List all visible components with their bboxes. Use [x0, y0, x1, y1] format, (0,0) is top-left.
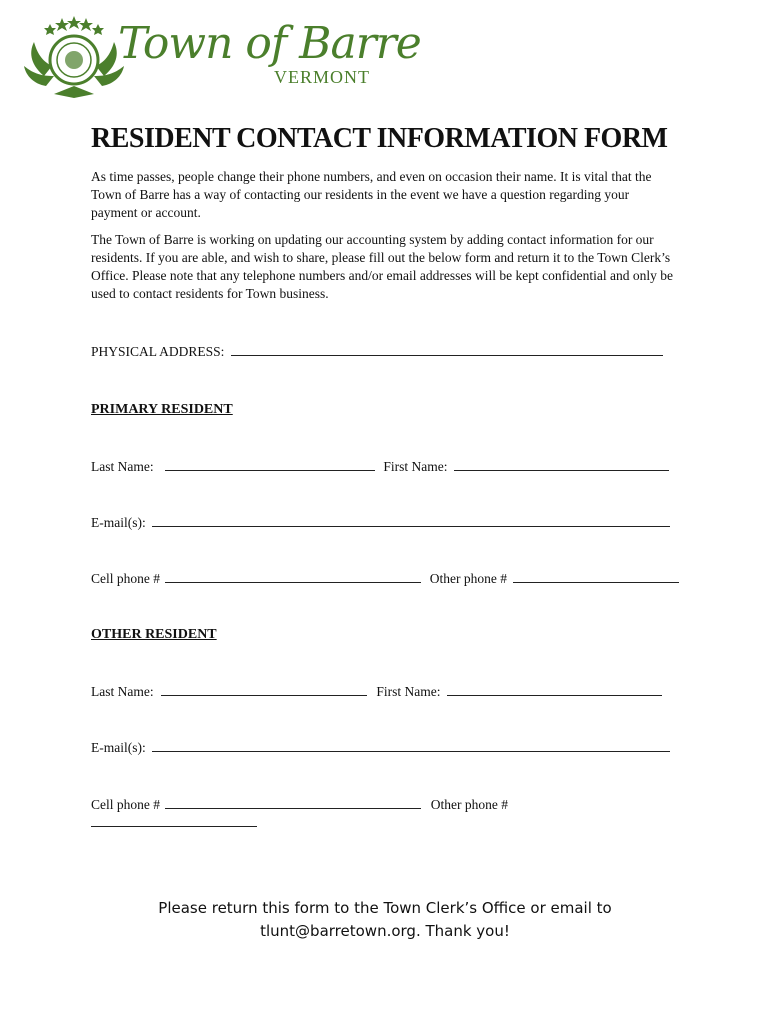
physical-address-field[interactable] — [231, 343, 663, 356]
primary-phone-row — [91, 570, 679, 588]
footer-note — [100, 897, 670, 943]
town-seal-icon — [24, 16, 124, 98]
other-other-phone-label: Other phone # — [430, 797, 508, 812]
other-name-row — [91, 683, 662, 701]
form-title: RESIDENT CONTACT INFORMATION FORM — [91, 123, 668, 154]
primary-other-phone-field[interactable] — [513, 570, 679, 583]
primary-email-field[interactable] — [152, 514, 670, 527]
primary-cell-field[interactable] — [165, 570, 421, 583]
other-email-field[interactable] — [152, 739, 670, 752]
primary-last-name-label: Last Name: — [91, 459, 154, 474]
other-phone-row — [91, 796, 508, 814]
primary-email-label: E-mail(s): — [91, 515, 146, 530]
footer-line-2: tlunt@barretown.org. Thank you! — [260, 922, 510, 940]
other-last-name-field[interactable] — [161, 683, 367, 696]
logo-subtitle: VERMONT — [274, 67, 370, 87]
other-other-phone-field[interactable] — [91, 814, 257, 827]
primary-name-row — [91, 458, 669, 476]
primary-cell-label: Cell phone # — [91, 571, 160, 586]
other-last-name-label: Last Name: — [91, 684, 154, 699]
other-email-label: E-mail(s): — [91, 740, 146, 755]
other-email-row — [91, 739, 670, 757]
footer-line-1: Please return this form to the Town Clerk’s Office or email to — [158, 899, 612, 917]
other-first-name-label: First Name: — [376, 684, 441, 699]
other-other-phone-row — [91, 814, 257, 832]
intro-paragraph-1: As time passes, people change their phone numbers, and even on occasion their name. It is vital that the Town of Barre has a way of contacting our residents in the event we have a question regarding your payment or account. — [91, 169, 652, 220]
primary-email-row — [91, 514, 670, 532]
primary-first-name-field[interactable] — [454, 458, 669, 471]
other-first-name-field[interactable] — [447, 683, 662, 696]
other-cell-label: Cell phone # — [91, 797, 160, 812]
intro-paragraph-2: The Town of Barre is working on updating our accounting system by adding contact information for our residents. If you are able, and wish to share, please fill out the below form and return it to the Town Clerk’s Office. Please note that any telephone numbers and/or email addresses will be kept confidential and only be used to contact residents for Town business. — [91, 232, 673, 301]
primary-first-name-label: First Name: — [383, 459, 448, 474]
primary-other-phone-label: Other phone # — [429, 571, 507, 586]
logo-title: Town of Barre — [118, 18, 421, 69]
other-cell-field[interactable] — [165, 796, 421, 809]
primary-last-name-field[interactable] — [165, 458, 375, 471]
primary-resident-heading: PRIMARY RESIDENT — [91, 402, 233, 417]
physical-address-row — [91, 343, 663, 361]
town-logo — [24, 16, 421, 98]
physical-address-label: PHYSICAL ADDRESS: — [91, 344, 225, 359]
other-resident-heading: OTHER RESIDENT — [91, 627, 217, 642]
